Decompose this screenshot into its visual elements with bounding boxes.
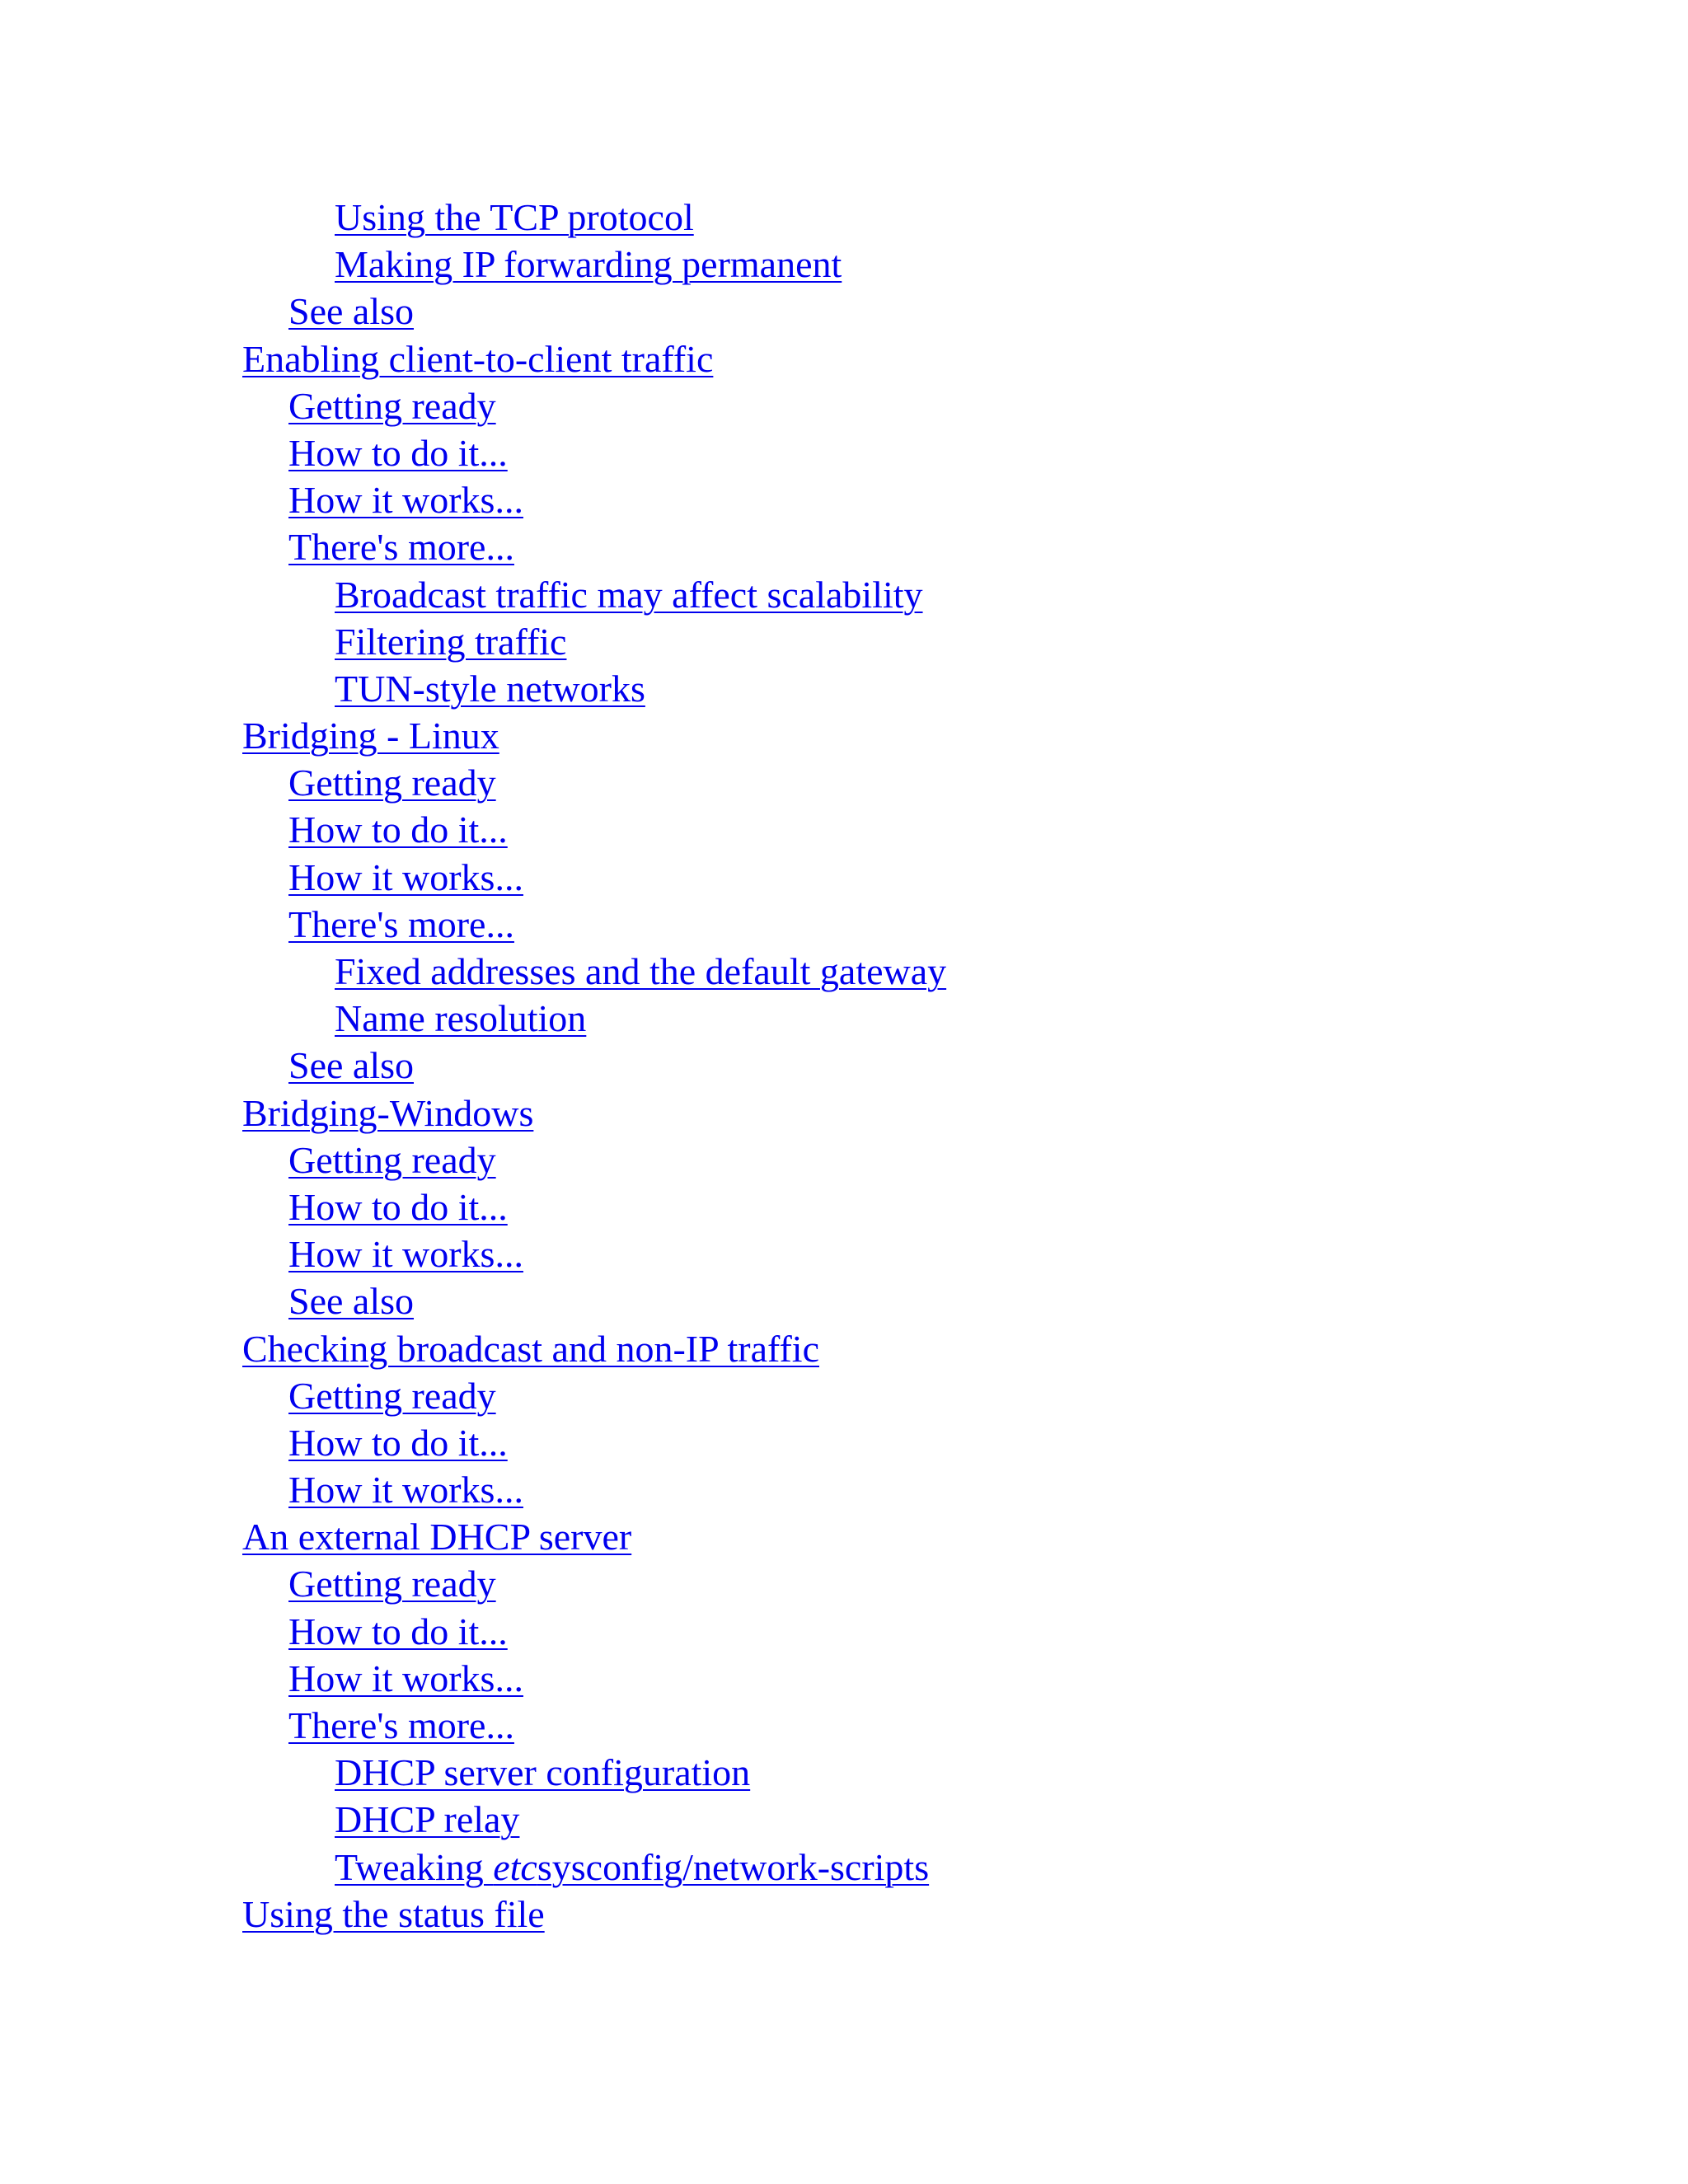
toc-link[interactable]: Checking broadcast and non-IP traffic	[242, 1327, 819, 1370]
toc-entry	[242, 901, 946, 948]
toc-link[interactable]: Getting ready	[288, 384, 496, 427]
toc-entry	[242, 194, 946, 241]
toc-entry	[242, 759, 946, 806]
toc-entry	[242, 618, 946, 665]
toc-entry	[242, 1891, 946, 1938]
toc-link[interactable]: Getting ready	[288, 762, 496, 804]
toc-entry	[242, 948, 946, 995]
toc-link[interactable]: Making IP forwarding permanent	[335, 243, 842, 286]
toc-link[interactable]: There's more...	[288, 526, 514, 569]
toc-entry	[242, 1466, 946, 1513]
toc-entry	[242, 1655, 946, 1702]
toc-link[interactable]: Name resolution	[335, 997, 587, 1040]
toc-link[interactable]: Using the status file	[242, 1892, 545, 1935]
toc-link[interactable]: DHCP relay	[335, 1798, 520, 1841]
toc-entry	[242, 241, 946, 288]
toc-entry	[242, 1419, 946, 1466]
toc-link[interactable]: How to do it...	[288, 1185, 508, 1228]
toc-entry	[242, 995, 946, 1042]
toc-entry	[242, 1372, 946, 1419]
toc-entry	[242, 571, 946, 618]
toc-link[interactable]: How it works...	[288, 479, 523, 522]
toc-link[interactable]: Bridging - Linux	[242, 715, 499, 757]
toc-link[interactable]: Bridging-Windows	[242, 1091, 534, 1134]
toc-entry	[242, 1513, 946, 1560]
toc-entry	[242, 806, 946, 853]
toc-link[interactable]: How to do it...	[288, 1421, 508, 1464]
toc-link[interactable]: Filtering traffic	[335, 620, 567, 663]
toc-link[interactable]: See also	[288, 290, 415, 333]
toc-link[interactable]: Fixed addresses and the default gateway	[335, 950, 947, 992]
toc-link[interactable]: Getting ready	[288, 1138, 496, 1181]
toc-link[interactable]: How it works...	[288, 1233, 523, 1276]
toc-entry	[242, 1137, 946, 1183]
toc-link[interactable]: Broadcast traffic may affect scalability	[335, 573, 923, 616]
toc-entry	[242, 1090, 946, 1137]
toc-entry	[242, 1325, 946, 1372]
toc-link-italic-text: etc	[493, 1845, 537, 1888]
toc-link[interactable]: How to do it...	[288, 808, 508, 851]
toc-link[interactable]: Getting ready	[288, 1563, 496, 1605]
toc-link[interactable]: There's more...	[288, 902, 514, 945]
toc-entry	[242, 1277, 946, 1324]
toc-entry	[242, 1608, 946, 1655]
toc-entry	[242, 854, 946, 901]
toc-link[interactable]: Enabling client-to-client traffic	[242, 337, 714, 380]
toc-entry	[242, 288, 946, 335]
toc-entry	[242, 1749, 946, 1796]
toc-link[interactable]: See also	[288, 1044, 415, 1087]
toc-link[interactable]: How it works...	[288, 1657, 523, 1699]
toc-link[interactable]: How it works...	[288, 855, 523, 898]
toc-entry	[242, 1796, 946, 1843]
toc-link[interactable]: Getting ready	[288, 1374, 496, 1417]
toc-entry	[242, 523, 946, 570]
toc-link[interactable]: See also	[288, 1280, 415, 1323]
toc-entry	[242, 712, 946, 759]
toc-link-text: sysconfig/network-scripts	[537, 1845, 930, 1888]
toc-entry	[242, 1183, 946, 1230]
toc-link[interactable]: An external DHCP server	[242, 1516, 632, 1558]
toc-entry	[242, 429, 946, 476]
toc-link[interactable]: DHCP server configuration	[335, 1751, 751, 1794]
toc-entry	[242, 476, 946, 523]
toc-entry	[242, 665, 946, 712]
toc-entry	[242, 1560, 946, 1607]
toc-link[interactable]	[335, 1846, 929, 1888]
toc-link[interactable]: How to do it...	[288, 431, 508, 474]
toc-entry	[242, 382, 946, 429]
table-of-contents	[242, 194, 946, 1938]
toc-entry	[242, 1702, 946, 1749]
toc-link[interactable]: There's more...	[288, 1704, 514, 1746]
toc-entry	[242, 1042, 946, 1089]
toc-entry	[242, 335, 946, 382]
toc-link[interactable]: How it works...	[288, 1469, 523, 1511]
toc-link-text: Tweaking	[335, 1845, 494, 1888]
toc-entry	[242, 1230, 946, 1277]
toc-link[interactable]: Using the TCP protocol	[335, 196, 694, 238]
toc-link[interactable]: How to do it...	[288, 1610, 508, 1652]
toc-link[interactable]: TUN-style networks	[335, 667, 645, 710]
toc-entry	[242, 1844, 946, 1891]
